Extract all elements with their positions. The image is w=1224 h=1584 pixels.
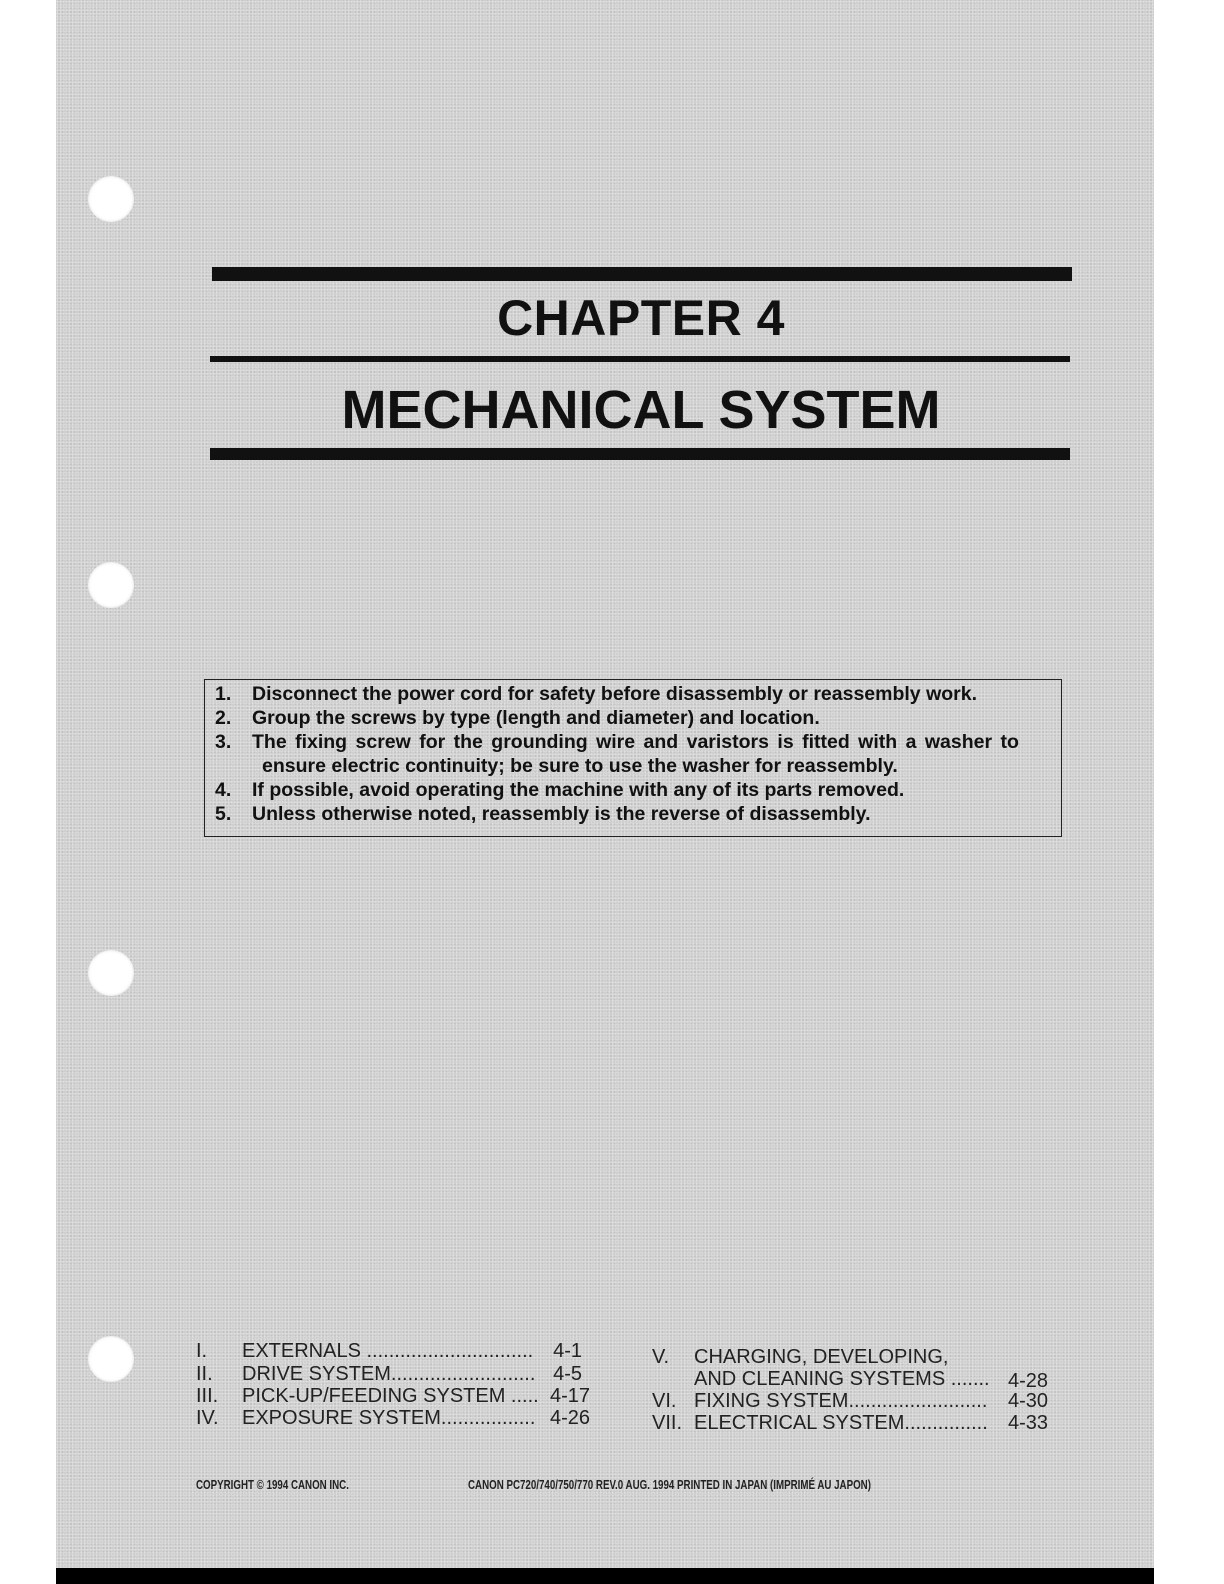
toc-entry-label: ELECTRICAL SYSTEM...............	[694, 1412, 988, 1434]
binder-hole	[88, 950, 134, 996]
toc-entry-page: 4-26	[549, 1407, 590, 1429]
notice-item-number: 5.	[215, 803, 232, 825]
safety-notice-box	[204, 679, 1062, 837]
toc-entry-page: 4-30	[1007, 1390, 1048, 1412]
notice-item-text: ensure electric continuity; be sure to use the washer for reassembly.	[262, 755, 898, 777]
toc-entry-label: EXPOSURE SYSTEM.................	[242, 1407, 536, 1429]
notice-item-number: 1.	[215, 683, 232, 705]
toc-entry-label: AND CLEANING SYSTEMS .......	[694, 1368, 990, 1390]
notice-item-number: 3.	[215, 731, 232, 753]
toc-entry-number: III.	[196, 1385, 219, 1407]
toc-entry-page: 4-17	[549, 1385, 590, 1407]
toc-entry-page: 4-28	[1007, 1370, 1048, 1392]
notice-item	[215, 730, 1019, 754]
notice-item	[215, 778, 904, 802]
notice-item-text: If possible, avoid operating the machine with any of its parts removed.	[252, 779, 905, 801]
notice-item	[215, 802, 871, 826]
toc-entry-number: I.	[196, 1340, 208, 1362]
toc-entry-label: PICK-UP/FEEDING SYSTEM .....	[242, 1385, 539, 1407]
notice-item	[215, 682, 977, 706]
notice-item-text: Unless otherwise noted, reassembly is the reverse of disassembly.	[252, 803, 871, 825]
toc-entry-label: EXTERNALS ..............................	[242, 1340, 534, 1362]
toc-entry-number: IV.	[196, 1407, 219, 1429]
toc-entry-number: VII.	[652, 1412, 683, 1434]
toc-entry-label: DRIVE SYSTEM..........................	[242, 1363, 536, 1385]
chapter-number: CHAPTER 4	[497, 290, 785, 346]
footer-copyright: COPYRIGHT © 1994 CANON INC.	[196, 1478, 349, 1492]
binder-hole	[88, 1336, 134, 1382]
notice-item-text: The fixing screw for the grounding wire and varistors is fitted with a washer to	[252, 731, 1019, 753]
notice-item-number: 4.	[215, 779, 232, 801]
toc-entry-number: II.	[196, 1363, 213, 1385]
toc-entry-page: 4-5	[553, 1363, 582, 1385]
chapter-title: MECHANICAL SYSTEM	[341, 380, 941, 440]
toc-entry-page: 4-33	[1007, 1412, 1048, 1434]
binder-hole	[88, 176, 134, 222]
heading-middle-rule	[210, 356, 1070, 362]
scan-bottom-edge	[56, 1568, 1154, 1584]
toc-entry-label: CHARGING, DEVELOPING,	[694, 1346, 949, 1368]
toc-entry-number: V.	[652, 1346, 670, 1368]
toc-entry-label: FIXING SYSTEM.........................	[694, 1390, 988, 1412]
heading-bottom-rule	[210, 448, 1070, 460]
footer-edition: CANON PC720/740/750/770 REV.0 AUG. 1994 PRINTED IN JAPAN (IMPRIMÉ AU JAPON)	[468, 1478, 871, 1492]
notice-item-number: 2.	[215, 707, 232, 729]
notice-item-text: Disconnect the power cord for safety before disassembly or reassembly work.	[252, 683, 977, 705]
heading-top-rule	[212, 267, 1072, 281]
notice-item-text: Group the screws by type (length and diameter) and location.	[252, 707, 820, 729]
notice-item	[215, 706, 820, 730]
toc-entry-page: 4-1	[553, 1340, 582, 1362]
toc-entry-number: VI.	[652, 1390, 677, 1412]
binder-hole	[88, 562, 134, 608]
